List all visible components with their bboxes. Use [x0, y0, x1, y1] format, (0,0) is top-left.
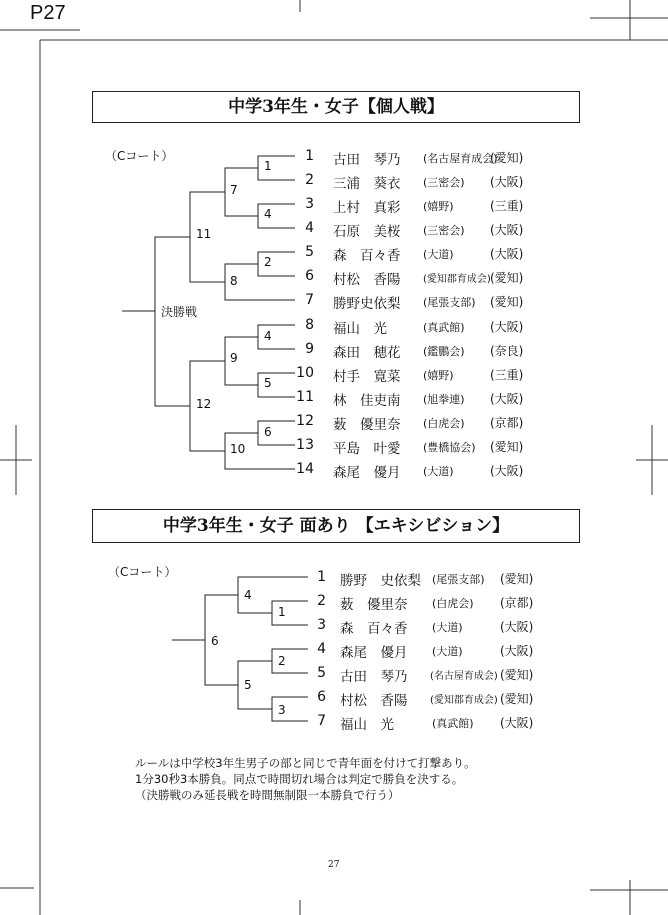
rules-note-line: ルールは中学校3年生男子の部と同じで青年面を付けて打撃あり。 — [135, 756, 476, 770]
s2-entry-club: (愛知郡育成会) — [430, 695, 498, 706]
s1-entry-no: 4 — [305, 220, 314, 236]
s1-match-1: 1 — [264, 159, 272, 173]
s2-entry-club: (大道) — [432, 621, 463, 634]
s2-match-5: 5 — [244, 678, 252, 692]
section2-court: （Cコート） — [108, 565, 177, 579]
s1-entry-name: 森尾 優月 — [333, 465, 401, 481]
s2-entry-no: 1 — [317, 569, 326, 585]
s1-entry-pref: (奈良) — [490, 344, 524, 358]
s2-entry-name: 古田 琴乃 — [340, 669, 408, 685]
s1-entry-name: 森田 穂花 — [333, 345, 401, 361]
s1-entry-pref: (大阪) — [490, 223, 524, 237]
page-label: P27 — [30, 2, 66, 24]
s1-entry-name: 森 百々香 — [333, 248, 401, 264]
s1-entry-pref: (三重) — [490, 199, 524, 213]
s1-entry-club: (三密会) — [423, 176, 465, 189]
rules-note-line: 1分30秒3本勝負。同点で時間切れ場合は判定で勝負を決する。 — [135, 772, 464, 786]
s2-entry-club: (真武館) — [432, 717, 474, 730]
s2-entry-name: 福山 光 — [340, 717, 394, 733]
s1-entry-no: 6 — [305, 268, 314, 284]
s1-entry-no: 11 — [296, 389, 314, 405]
s1-entry-pref: (大阪) — [490, 320, 524, 334]
s1-entry-club: (真武館) — [423, 321, 465, 334]
s1-entry-name: 上村 真彩 — [333, 200, 401, 216]
s2-entry-name: 村松 香陽 — [340, 693, 408, 709]
s1-entry-no: 10 — [296, 365, 314, 381]
s1-match-4: 4 — [264, 329, 272, 343]
s2-match-3: 3 — [278, 703, 286, 717]
s2-match-1: 1 — [278, 605, 286, 619]
s1-entry-no: 12 — [296, 413, 314, 429]
section2-title: 中学3年生・女子 面あり 【エキシビション】 — [162, 516, 510, 536]
s2-entry-pref: (愛知) — [500, 572, 534, 586]
s1-entry-name: 林 佳吏南 — [333, 393, 401, 409]
s2-match-4: 4 — [244, 588, 252, 602]
s1-entry-club: (鑑鵬会) — [423, 345, 465, 358]
s1-entry-no: 2 — [305, 172, 314, 188]
s2-entry-no: 2 — [317, 593, 326, 609]
s1-entry-club: (白虎会) — [423, 417, 465, 430]
s1-entry-pref: (愛知) — [490, 151, 524, 165]
s2-entry-club: (尾張支部) — [432, 573, 485, 586]
s1-entry-pref: (三重) — [490, 368, 524, 382]
s1-entry-no: 14 — [296, 461, 314, 477]
s1-entry-club: (愛知郡育成会) — [423, 274, 491, 285]
s1-entry-club: (三密会) — [423, 224, 465, 237]
s1-entry-name: 村手 寛菜 — [333, 369, 401, 385]
s1-match-5: 5 — [264, 376, 272, 390]
s1-match-11: 11 — [196, 227, 212, 241]
s1-entry-no: 3 — [305, 196, 314, 212]
s2-entry-pref: (大阪) — [500, 716, 534, 730]
s1-match-7: 7 — [230, 183, 238, 197]
s2-entry-no: 3 — [317, 617, 326, 633]
s2-match-6: 6 — [211, 634, 219, 648]
s2-entry-name: 森尾 優月 — [340, 645, 408, 661]
s1-entry-club: (豊橋協会) — [423, 441, 476, 454]
s2-entry-club: (大道) — [432, 645, 463, 658]
s1-match-2: 4 — [264, 207, 272, 221]
s1-entry-name: 平島 叶愛 — [333, 441, 401, 457]
s2-entry-no: 6 — [317, 689, 326, 705]
s1-entry-no: 13 — [296, 437, 314, 453]
s1-entry-no: 9 — [305, 341, 314, 357]
s1-entry-name: 古田 琴乃 — [333, 152, 401, 168]
s1-entry-pref: (京都) — [490, 416, 524, 430]
s1-entry-name: 福山 光 — [333, 321, 387, 337]
s2-entry-pref: (大阪) — [500, 620, 534, 634]
s1-match-10: 10 — [230, 442, 246, 456]
s1-entry-club: (嬉野) — [423, 200, 454, 213]
s1-entry-no: 7 — [305, 292, 314, 308]
s1-entry-name: 三浦 葵衣 — [333, 176, 401, 192]
s2-entry-name: 森 百々香 — [340, 621, 408, 637]
s2-match-2: 2 — [278, 654, 286, 668]
s1-match-9: 9 — [230, 351, 238, 365]
s1-entry-name: 村松 香陽 — [333, 272, 401, 288]
s1-entry-name: 石原 美桜 — [333, 224, 401, 240]
s2-entry-pref: (愛知) — [500, 692, 534, 706]
s1-entry-club: (尾張支部) — [423, 296, 476, 309]
s1-entry-name: 薮 優里奈 — [333, 417, 401, 433]
s1-entry-name: 勝野史依梨 — [333, 296, 401, 312]
s1-match-8: 8 — [230, 274, 238, 288]
s2-entry-pref: (愛知) — [500, 668, 534, 682]
rules-note — [135, 755, 476, 803]
s2-entry-no: 5 — [317, 665, 326, 681]
section1-title: 中学3年生・女子【個人戦】 — [228, 97, 444, 117]
s1-entry-pref: (愛知) — [490, 440, 524, 454]
section1-court: （Cコート） — [105, 149, 174, 163]
s2-entry-pref: (大阪) — [500, 644, 534, 658]
s1-entry-club: (名古屋育成会) — [423, 152, 498, 165]
page-number: 27 — [328, 860, 340, 870]
s1-entry-club: (大道) — [423, 465, 454, 478]
rules-note-line: （決勝戦のみ延長戦を時間無制限一本勝負で行う） — [135, 788, 400, 802]
s1-entry-no: 1 — [305, 148, 314, 164]
s1-entry-pref: (愛知) — [490, 295, 524, 309]
s1-entry-pref: (大阪) — [490, 247, 524, 261]
s1-entry-pref: (大阪) — [490, 175, 524, 189]
s2-entry-club: (白虎会) — [432, 597, 474, 610]
s2-entry-no: 7 — [317, 713, 326, 729]
s1-entry-no: 8 — [305, 317, 314, 333]
s1-entry-pref: (大阪) — [490, 464, 524, 478]
s1-entry-pref: (大阪) — [490, 392, 524, 406]
s2-entry-no: 4 — [317, 641, 326, 657]
s1-match-12: 12 — [196, 397, 212, 411]
s1-entry-club: (大道) — [423, 248, 454, 261]
s2-entry-name: 薮 優里奈 — [340, 597, 408, 613]
s1-match-6: 6 — [264, 425, 272, 439]
s1-match-3: 2 — [264, 255, 272, 269]
s2-entry-pref: (京都) — [500, 596, 534, 610]
s2-entry-club: (名古屋育成会) — [430, 671, 498, 682]
s1-entry-club: (嬉野) — [423, 369, 454, 382]
s1-entry-club: (旭拳連) — [423, 393, 465, 406]
s2-entry-name: 勝野 史依梨 — [340, 573, 421, 589]
final-label: 決勝戦 — [161, 305, 198, 319]
s1-entry-pref: (愛知) — [490, 271, 524, 285]
s1-entry-no: 5 — [305, 244, 314, 260]
